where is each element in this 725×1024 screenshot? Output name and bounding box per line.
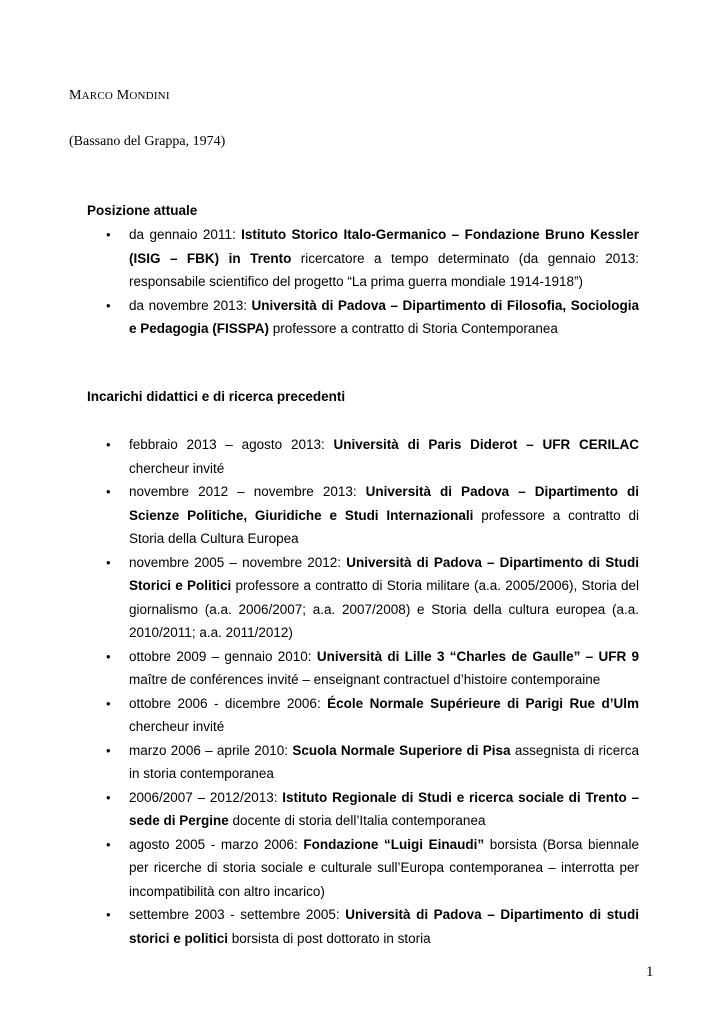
list-item: [106, 294, 639, 341]
bullet-icon: •: [106, 789, 111, 805]
section-title-previous: Incarichi didattici e di ricerca precedenti: [87, 389, 346, 404]
item-date: ottobre 2006 - dicembre 2006:: [129, 695, 328, 711]
item-role: docente di storia dell’Italia contemporanea: [228, 813, 486, 828]
bullet-icon: •: [106, 227, 111, 242]
list-item: [106, 739, 639, 786]
bullet-icon: •: [106, 695, 111, 711]
bullet-icon: •: [106, 297, 111, 313]
list-item: [106, 692, 639, 739]
list-item: [106, 645, 639, 692]
item-institution: Università di Padova – Dipartimento di Studi Storici e Politici: [129, 554, 640, 593]
item-role: chercheur invité: [129, 460, 225, 476]
item-institution: Fondazione “Luigi Einaudi”: [303, 836, 485, 852]
bullet-icon: •: [106, 437, 111, 452]
author-last-initial: M: [116, 88, 130, 103]
list-item: [106, 786, 639, 833]
author-first-rest: ARCO: [81, 90, 114, 102]
list-item: [106, 433, 639, 480]
item-role: maître de conférences invité – enseignant contractuel d’histoire contemporaine: [129, 672, 601, 687]
author-last-rest: ONDINI: [129, 90, 170, 102]
item-date: novembre 2005 – novembre 2012:: [129, 554, 347, 570]
item-date: novembre 2012 – novembre 2013:: [129, 484, 366, 499]
list-item: [106, 551, 640, 645]
item-role: chercheur invité: [129, 719, 225, 734]
item-institution: Università di Padova – Dipartimento di studi storici e politici: [129, 907, 639, 946]
item-role: borsista di post dottorato in storia: [228, 930, 431, 946]
item-date: ottobre 2009 – gennaio 2010:: [129, 648, 317, 664]
item-institution: Scuola Normale Superiore di Pisa: [292, 742, 511, 758]
item-role: professore a contratto di Storia militare (a.a. 2005/2006), Storia del giornalismo (a.a. 2006/2007; a.a. 2007/2008) e Storia della cultura europea (a.a. 2010/2011; a.a. 2011/2012): [129, 578, 640, 640]
list-item: [106, 480, 640, 551]
item-institution: Istituto Regionale di Studi e ricerca sociale di Trento – sede di Pergine: [129, 789, 639, 828]
item-institution: Università di Padova – Dipartimento di Filosofia, Sociologia e Pedagogia (FISSPA): [129, 297, 639, 336]
bullet-icon: •: [106, 554, 111, 570]
item-institution: Università di Padova – Dipartimento di Scienze Politiche, Giuridiche e Studi Internazionali: [129, 484, 640, 523]
item-date: 2006/2007 – 2012/2013:: [129, 789, 283, 805]
item-date: marzo 2006 – aprile 2010:: [129, 742, 293, 758]
item-date: febbraio 2013 – agosto 2013:: [129, 437, 334, 452]
list-item: [106, 903, 639, 950]
item-role: ricercatore a tempo determinato (da gennaio 2013: responsabile scientifico del progetto “La prima guerra mondiale 1914-1918”): [129, 250, 639, 289]
author-first-initial: M: [69, 88, 82, 103]
section-title-current: Posizione attuale: [87, 203, 198, 218]
bullet-icon: •: [106, 742, 111, 758]
author-name: [69, 88, 170, 104]
item-date: settembre 2003 - settembre 2005:: [129, 907, 346, 922]
page-number: 1: [646, 964, 654, 980]
item-institution: Università di Lille 3 “Charles de Gaulle” – UFR 9: [316, 648, 639, 664]
item-date: da novembre 2013:: [129, 297, 252, 313]
bullet-icon: •: [106, 907, 111, 922]
list-item: [106, 223, 639, 294]
item-role: borsista (Borsa biennale per ricerche di storia sociale e culturale sull’Europa contemporanea – interrotta per incompatibilità con altro incarico): [129, 836, 639, 899]
bullet-icon: •: [106, 648, 111, 664]
previous-positions-list: [0, 433, 725, 950]
item-role: professore a contratto di Storia della Cultura Europea: [129, 507, 639, 546]
birth-info: (Bassano del Grappa, 1974): [69, 134, 226, 149]
list-item: [106, 833, 639, 904]
item-role: assegnista di ricerca in storia contemporanea: [129, 742, 639, 781]
item-institution: Università di Paris Diderot – UFR CERILAC: [333, 437, 639, 452]
current-positions-list: [0, 223, 725, 341]
item-date: da gennaio 2011:: [129, 227, 242, 242]
item-date: agosto 2005 - marzo 2006:: [129, 836, 304, 852]
item-institution: Istituto Storico Italo-Germanico – Fondazione Bruno Kessler (ISIG – FBK) in Trento: [129, 227, 639, 266]
item-role: professore a contratto di Storia Contemporanea: [269, 321, 558, 336]
bullet-icon: •: [106, 484, 111, 499]
item-institution: École Normale Supérieure di Parigi Rue d’Ulm: [327, 695, 639, 711]
bullet-icon: •: [106, 836, 111, 852]
